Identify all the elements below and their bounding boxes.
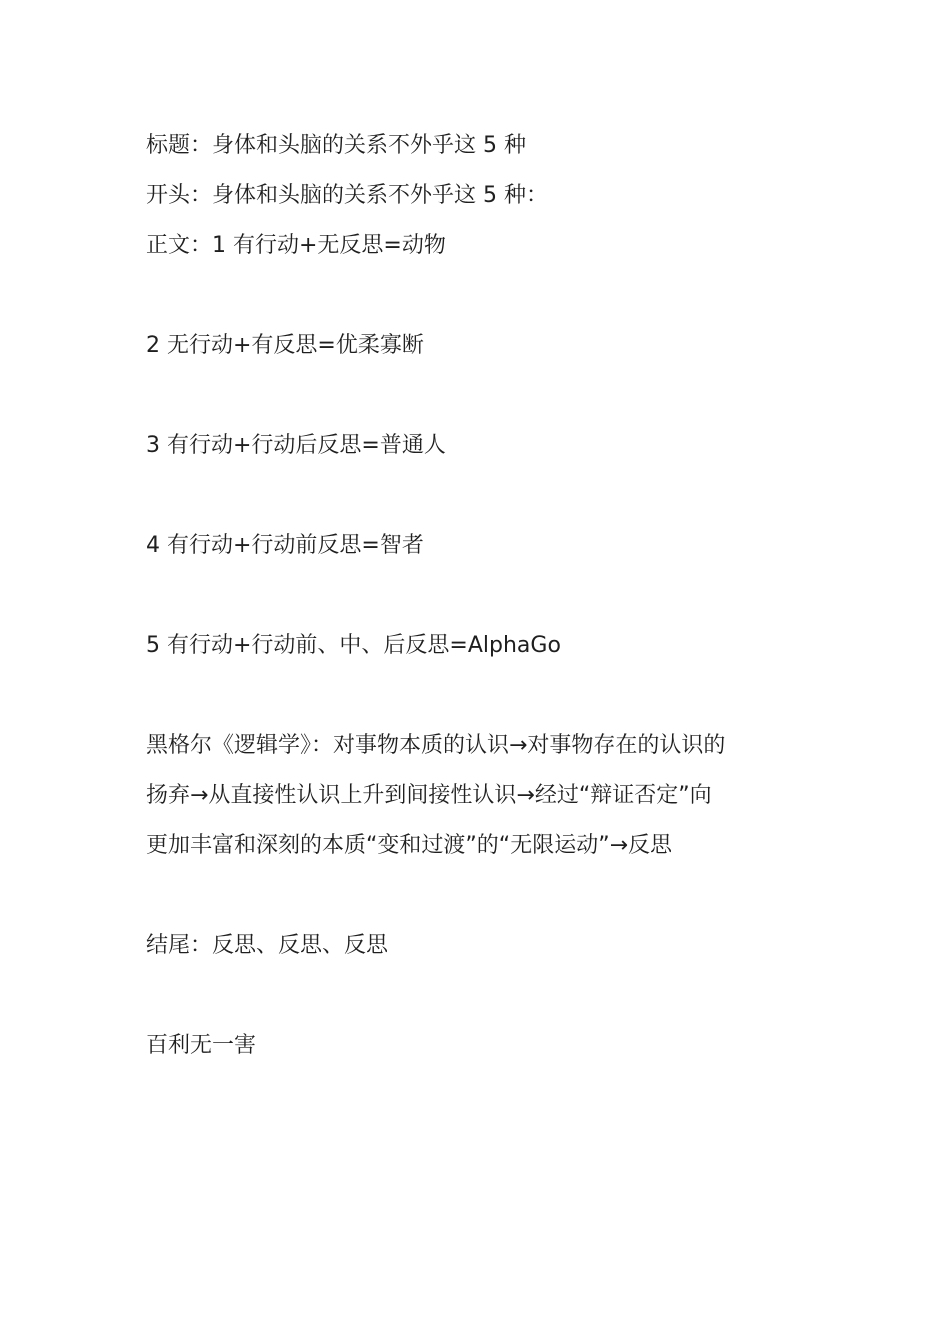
hegel-line-2: 扬弃→从直接性认识上升到间接性认识→经过“辩证否定”向 <box>146 783 712 808</box>
body-line-5: 5 有行动+行动前、中、后反思=AlphaGo <box>146 633 561 658</box>
body-line-1: 正文：1 有行动+无反思=动物 <box>146 233 446 258</box>
blank-line <box>146 871 826 921</box>
closing-line: 百利无一害 <box>146 1033 257 1058</box>
blank-line <box>146 571 826 621</box>
blank-line <box>146 971 826 1021</box>
title-line: 标题：身体和头脑的关系不外乎这 5 种 <box>146 133 526 158</box>
blank-line <box>146 371 826 421</box>
hegel-line-1: 黑格尔《逻辑学》：对事物本质的认识→对事物存在的认识的 <box>146 733 726 758</box>
body-line-3: 3 有行动+行动后反思=普通人 <box>146 433 446 458</box>
blank-line <box>146 671 826 721</box>
opening-line: 开头：身体和头脑的关系不外乎这 5 种： <box>146 183 548 208</box>
blank-line <box>146 271 826 321</box>
blank-line <box>146 471 826 521</box>
document-body <box>146 121 826 1071</box>
ending-line: 结尾：反思、反思、反思 <box>146 933 389 958</box>
body-line-4: 4 有行动+行动前反思=智者 <box>146 533 424 558</box>
body-line-2: 2 无行动+有反思=优柔寡断 <box>146 333 424 358</box>
hegel-line-3: 更加丰富和深刻的本质“变和过渡”的“无限运动”→反思 <box>146 833 673 858</box>
